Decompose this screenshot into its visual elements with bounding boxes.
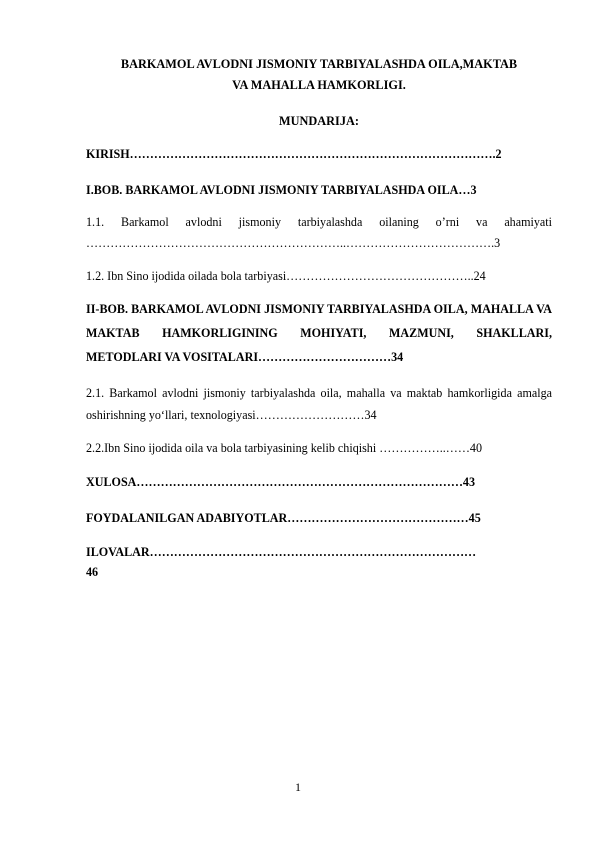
page-number: 1 [295,780,301,794]
toc-entry-appendices-page: 46 [86,565,99,579]
document-title-line-1: BARKAMOL AVLODNI JISMONIY TARBIYALASHDA OILA,MAKTAB [120,57,518,71]
toc-entry-2-1: 2.1. Barkamol avlodni jismoniy tarbiyalashda oila, mahalla va maktab hamkorligida amalga oshirishning yo‘llari, texnologiyasi………………………34 [86,386,552,422]
toc-entry-appendices: ILOVALAR……………………………………………………………………… [86,545,477,559]
toc-entry-kirish: KIRISH……………………………………………………………………………….2 [86,147,502,161]
document-page [86,54,552,582]
toc-entry-xulosa: XULOSA………………………………………………………………………43 [86,475,476,489]
toc-entry-chapter-1: I.BOB. BARKAMOL AVLODNI JISMONIY TARBIYALASHDA OILA…3 [86,183,477,197]
toc-heading: MUNDARIJA: [279,114,359,128]
toc-entry-1-1: 1.1. Barkamol avlodni jismoniy tarbiyalashda oilaning o’rni va ahamiyati ………………………………………………………..……………………………….3 [86,215,552,250]
toc-entry-1-2: 1.2. Ibn Sino ijodida oilada bola tarbiyasi………………………………………..24 [86,269,486,283]
toc-entry-chapter-2: II-BOB. BARKAMOL AVLODNI JISMONIY TARBIYALASHDA OILA, MAHALLA VA MAKTAB HAMKORLIGINING MOHIYATI, MAZMUNI, SHAKLLARI, METODLARI VA VOSITALARI……………………………34 [86,302,552,364]
document-title-line-2: VA MAHALLA HAMKORLIGI. [232,78,406,92]
toc-entry-2-2: 2.2.Ibn Sino ijodida oila va bola tarbiyasining kelib chiqishi ……………..……40 [86,441,483,455]
toc-entry-references: FOYDALANILGAN ADABIYOTLAR………………………………………45 [86,511,481,525]
